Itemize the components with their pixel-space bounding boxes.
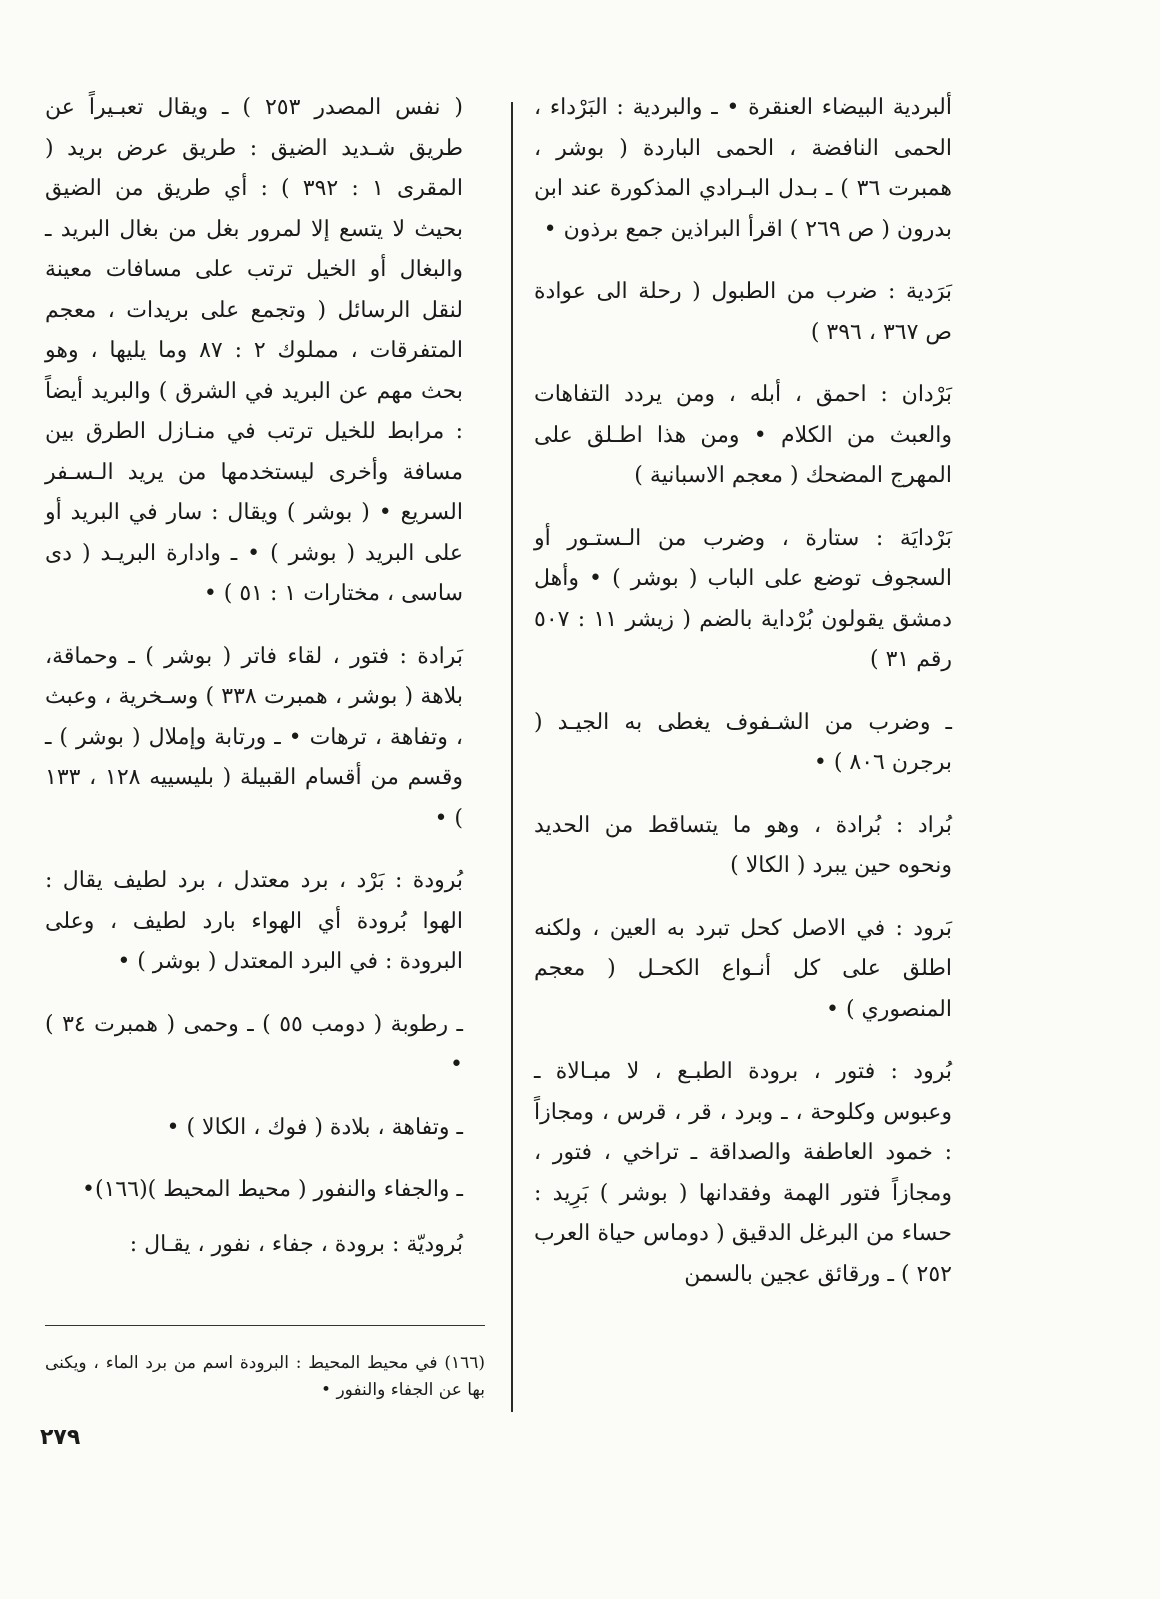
entry-burudiya: بُروديّة : برودة ، جفاء ، نفور ، يقـال : <box>129 1231 463 1257</box>
left-column <box>45 88 463 1279</box>
column-divider <box>511 102 513 1412</box>
entry-burud: بُرود : فتور ، برودة الطبـع ، لا مبـالاة ـ وعبوس وكلوحة ، ـ وبرد ، قر ، قرس ، ومجازاً : خمود العاطفة والصداقة ـ تراخي ، فتور ، ومجازاً فتور الهمة وفقدانها ( بوشر ) بَرِيد : حساء من البرغل الدقيق ( دوماس حياة العرب ٢٥٢ ) ـ ورقائق عجين بالسمن <box>534 1059 952 1287</box>
entry-barud: بَرود : في الاصل كحل تبرد به العين ، ولكنه اطلق على كل أنـواع الكحـل ( معجم المنصوري ) • <box>534 915 952 1022</box>
entry-burad: بُراد : بُرادة ، وهو ما يتساقط من الحديد ونحوه حين يبرد ( الكالا ) <box>534 812 952 878</box>
entry-jafa: ـ والجفاء والنفور ( محيط المحيط )(١٦٦)• <box>82 1177 463 1202</box>
entry-baradiya: بَرَدية : ضرب من الطبول ( رحلة الى عوادة ص ٣٦٧ ، ٣٩٦ ) <box>534 279 952 345</box>
footnote-rule <box>45 1325 485 1326</box>
footnote: (١٦٦) في محيط المحيط : البرودة اسم من برد الماء ، ويكنى بها عن الجفاء والنفور • <box>45 1353 485 1400</box>
entry-bardan: بَرْدان : احمق ، أبله ، ومن يردد التفاهات والعبث من الكلام • ومن هذا اطـلق على المهرج المضحك ( معجم الاسبانية ) <box>534 382 952 488</box>
entry-tafaha: ـ وتفاهة ، بلادة ( فوك ، الكالا ) • <box>166 1114 463 1140</box>
entry-barada: بَرادة : فتور ، لقاء فاتر ( بوشر ) ـ وحماقة، بلاهة ( بوشر ، همبرت ٣٣٨ ) وسـخرية ، وعبث ، وتفاهة ، ترهات • ـ ورتابة وإملال ( بوشر ) ـ وقسم من أقسام القبيلة ( بليسييه ١٢٨ ، ١٣٣ ) • <box>45 643 463 831</box>
entry-rutuba: ـ رطوبة ( دومب ٥٥ ) ـ وحمى ( همبرت ٣٤ ) • <box>45 1011 463 1077</box>
right-column <box>534 88 952 1317</box>
entry-bardaya: بَرْدايَة : ستارة ، وضرب من الـستـور أو السجوف توضع على الباب ( بوشر ) • وأهل دمشق يقولون بُرْداية بالضم ( زيشر ١١ : ٥٠٧ رقم ٣١ ) <box>534 525 952 672</box>
entry-buruda: بُرودة : بَرْد ، برد معتدل ، برد لطيف يقال : الهوا بُرودة أي الهواء بارد لطيف ، وعلى البرودة : في البرد المعتدل ( بوشر ) • <box>45 868 463 974</box>
entry-albardiya: ألبردية البيضاء العنقرة • ـ والبردية : البَرْداء ، الحمى النافضة ، الحمى الباردة ( بوشر ، همبرت ٣٦ ) ـ بـدل البـرادي المذكورة عند ابن بدرون ( ص ٢٦٩ ) اقرأ البراذين جمع برذون • <box>534 95 952 242</box>
page-number: ٢٧٩ <box>40 1425 81 1450</box>
entry-barid-cont: ( نفس المصدر ٢٥٣ ) ـ ويقال تعبـيراً عن طريق شـديد الضيق : طريق عرض بريد ( المقرى ١ : ٣٩٢ ) : أي طريق من الضيق بحيث لا يتسع إلا لمرور بغل من بغال البريد ـ والبغال أو الخيل ترتب على مسافات معينة لنقل الرسائل ( وتجمع على بريدات ، معجم المتفرقات ، مملوك ٢ : ٨٧ وما يليها ، وهو بحث مهم عن البريد في الشرق ) والبريد أيضاً : مرابط للخيل ترتب في منـازل الطرق بين مسافة وأخرى ليستخدمها من يريد الـسـفر السريع • ( بوشر ) ويقال : سار في البريد أو على البريد ( بوشر ) • ـ وادارة البريـد ( دى ساسى ، مختارات ١ : ٥١ ) • <box>45 95 463 606</box>
entry-shufuf: ـ وضرب من الشـفوف يغطى به الجيـد ( برجرن ٨٠٦ ) • <box>534 709 952 775</box>
